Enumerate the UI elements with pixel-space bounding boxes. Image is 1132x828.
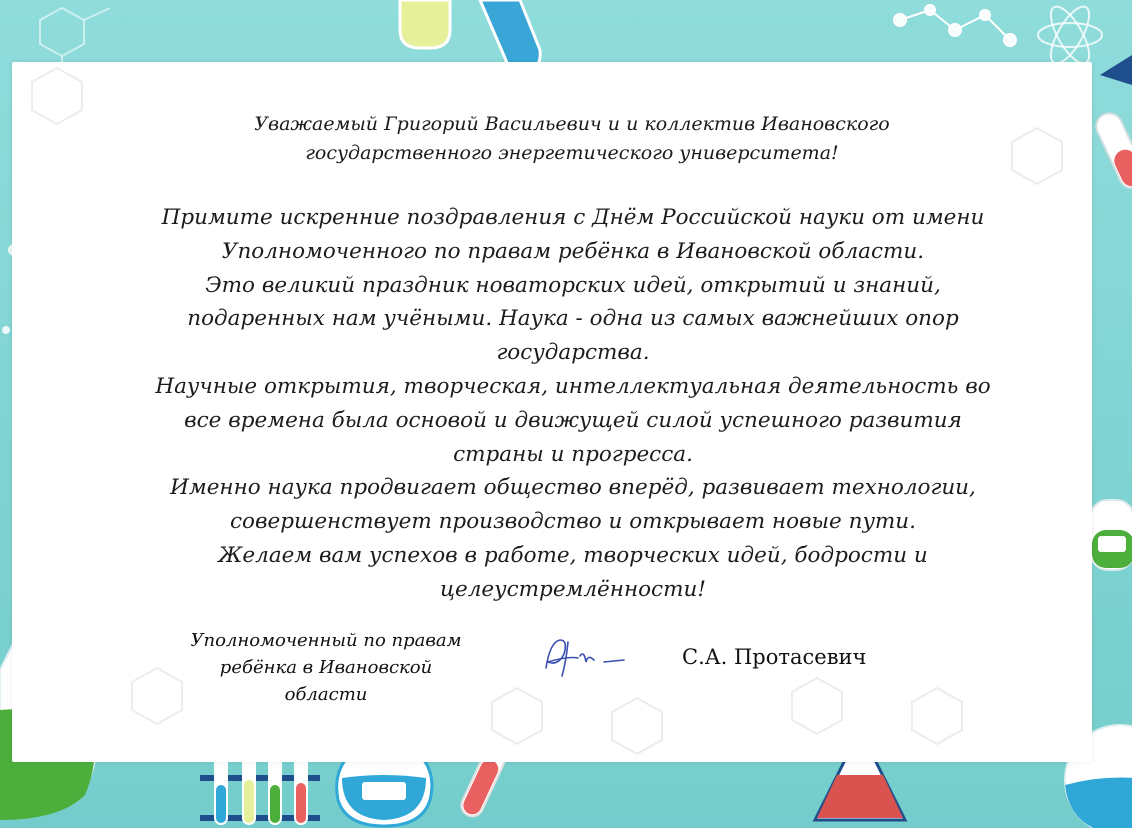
letter-greeting: [222, 110, 922, 168]
signer-title-line: ребёнка в Ивановской области: [219, 657, 433, 705]
letter-paragraph: Именно наука продвигает общество вперёд, развивает технологии, совершенствует производство и открывает новые пути.: [170, 475, 976, 535]
letter-paragraph: Примите искренние поздравления с Днём Российской науки от имени Уполномоченного по правам ребёнка в Ивановской области.: [161, 205, 985, 264]
greeting-line: Уважаемый Григорий Васильевич и и коллектив Ивановского: [254, 113, 890, 135]
greeting-line: государственного энергетического университета!: [305, 142, 839, 164]
letter-paragraph: Научные открытия, творческая, интеллектуальная деятельность во все времена была основой и движущей силой успешного развития страны и прогресса.: [155, 373, 991, 467]
flask-icon: [400, 0, 450, 48]
corner-shape-icon: [1100, 55, 1132, 85]
letter-body: [148, 201, 998, 607]
test-tube-icon: [1092, 109, 1132, 192]
signer-title: [176, 627, 476, 708]
letter-paragraph: Желаем вам успехов в работе, творческих идей, бодрости и целеустремлённости!: [218, 542, 928, 602]
atom-icon: [1038, 1, 1102, 68]
signer-title-line: Уполномоченный по правам: [190, 630, 462, 651]
molecule-icon: [894, 5, 1016, 46]
signer-name: С.А. Протасевич: [682, 645, 867, 669]
flask-icon: [1090, 500, 1132, 570]
handwritten-signature: [538, 632, 628, 682]
letter-paragraph: Это великий праздник новаторских идей, открытий и знаний, подаренных нам учёными. Наука - одна из самых важнейших опор государства.: [187, 272, 959, 366]
